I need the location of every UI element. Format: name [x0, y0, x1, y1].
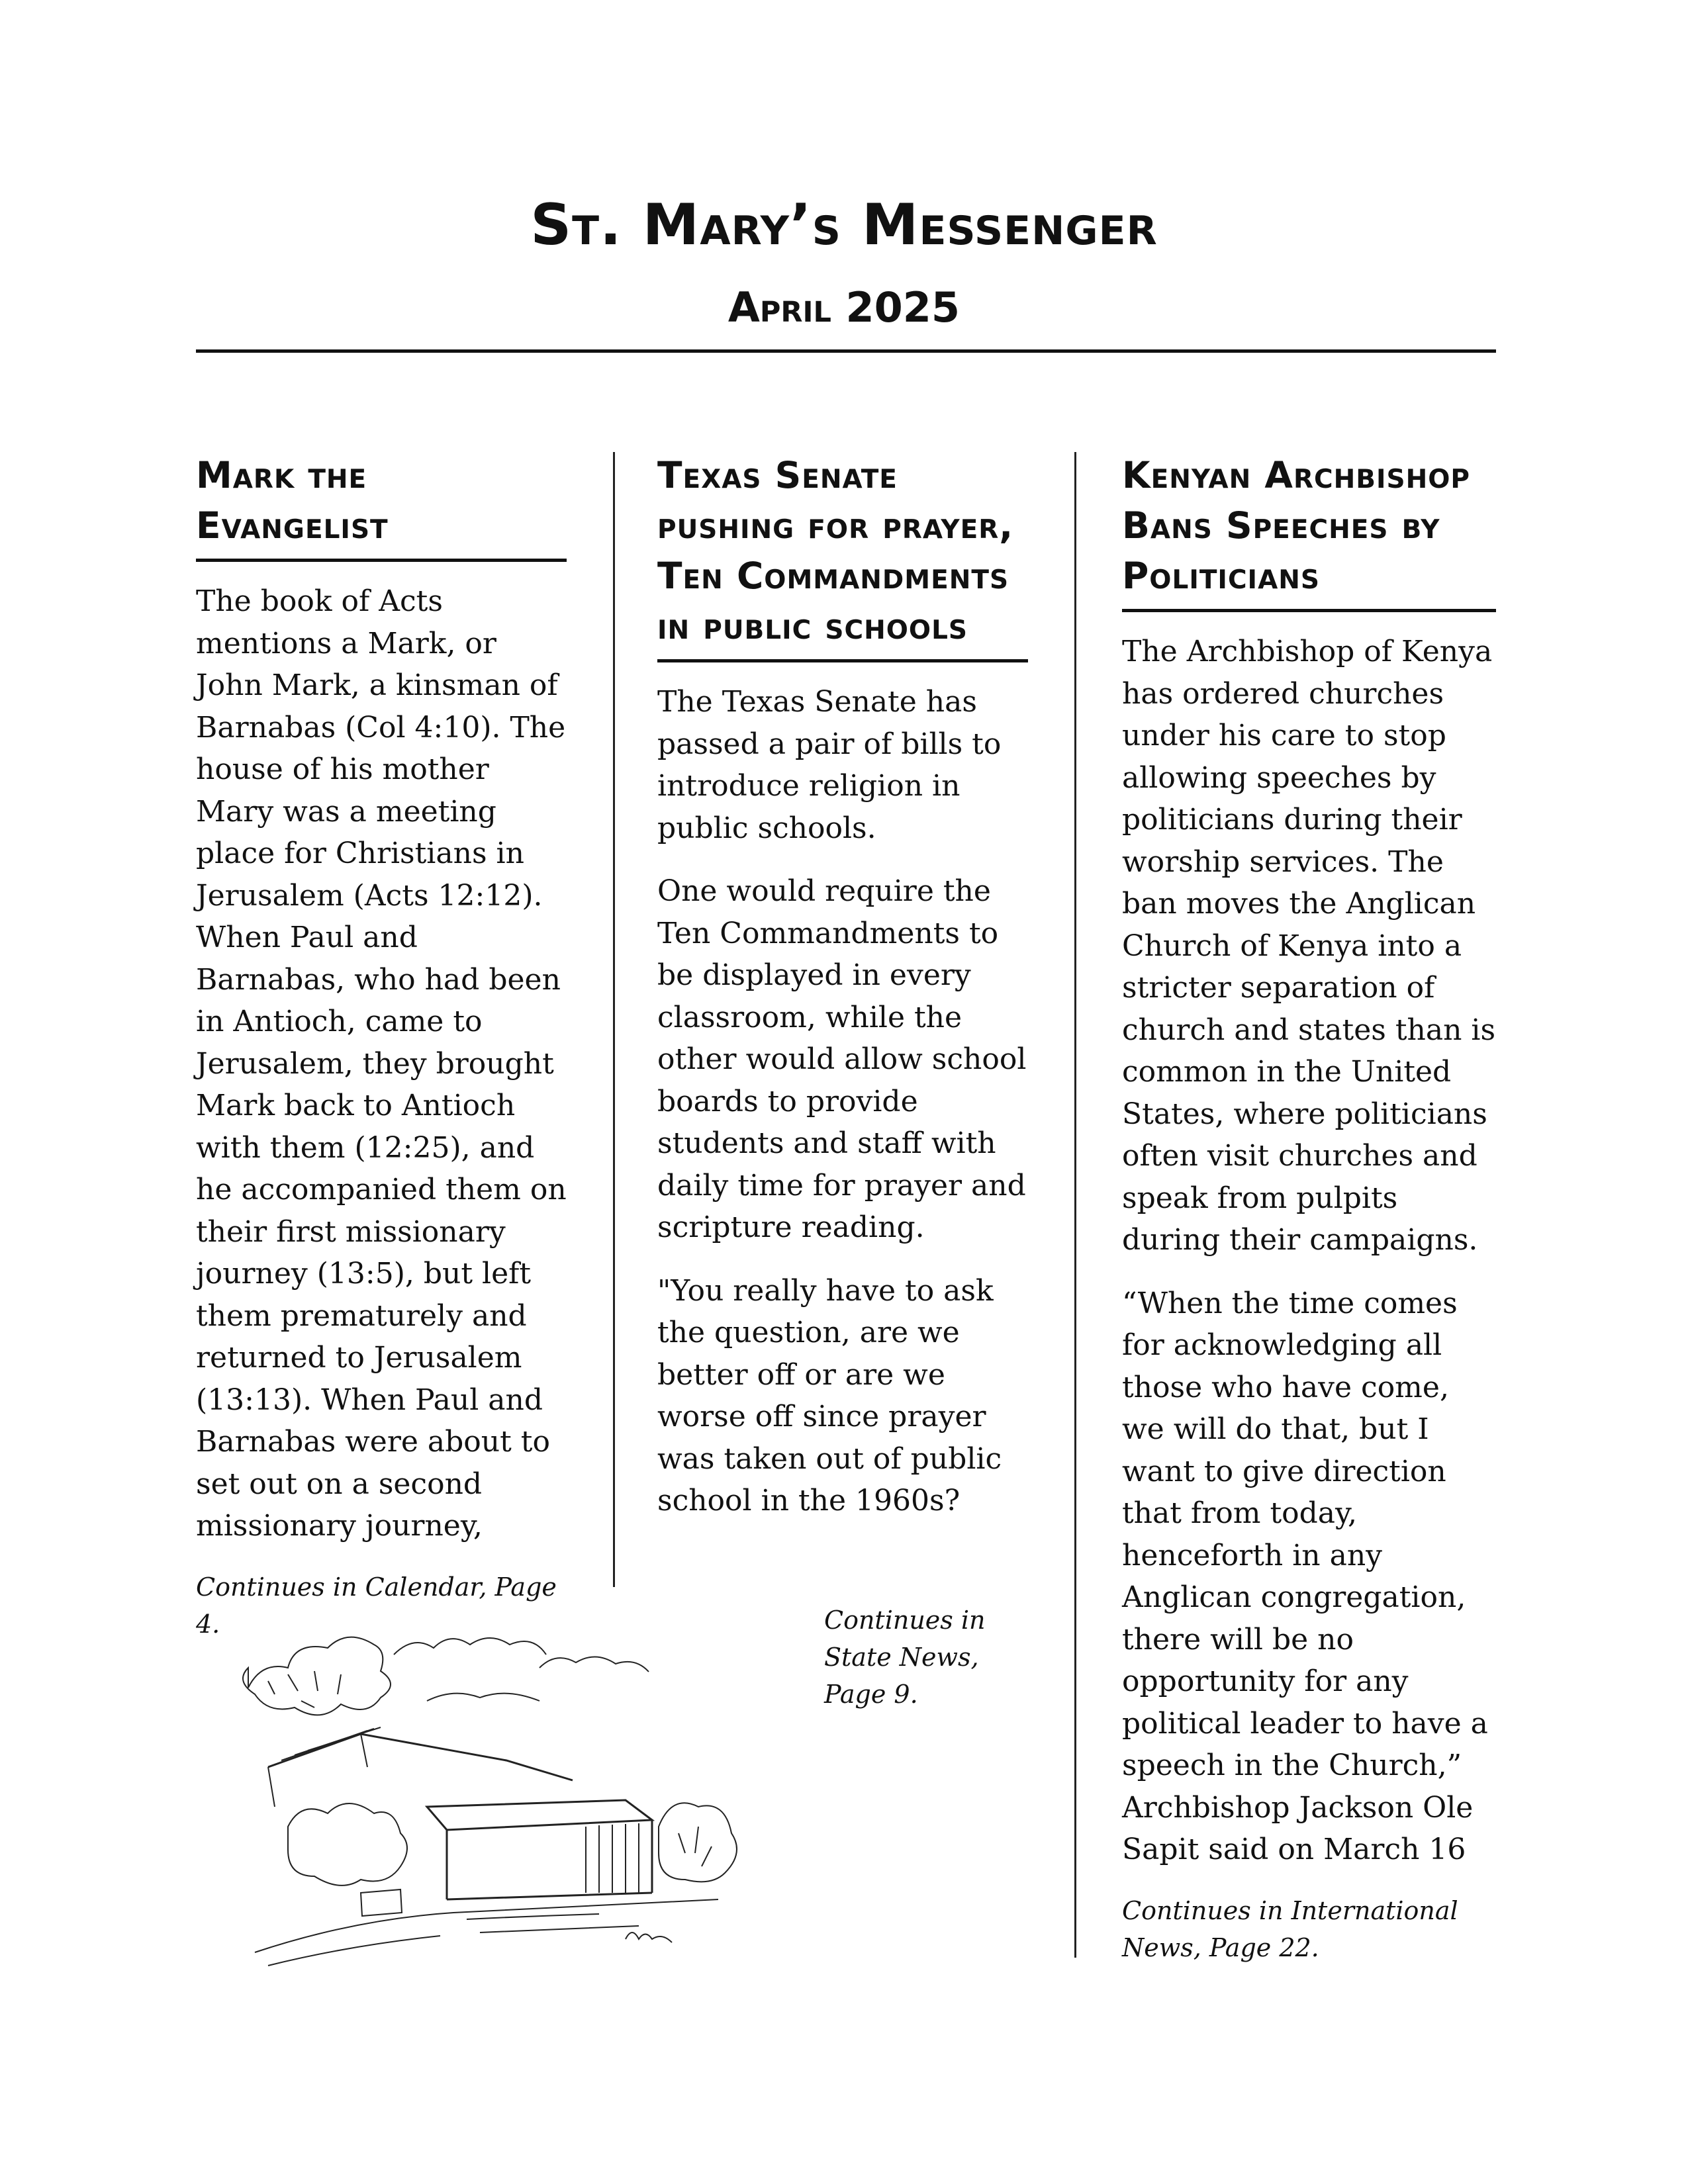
article-body [1122, 631, 1496, 1871]
article-kenyan-archbishop [1122, 450, 1496, 1966]
continuation-note: Continues in Calendar, Page 4. [196, 1572, 557, 1639]
article-headline: Kenyan Archbishop Bans Speeches by Politicians [1122, 450, 1496, 612]
article-mark-the-evangelist [196, 450, 567, 1643]
article-texas-senate [657, 450, 1028, 1543]
article-paragraph: “When the time comes for acknowledging all those who have come, we will do that, but I want to give direction that from today, henceforth in any Anglican congregation, there will be no opportunity for any political leader to have a speech in the Church,” Archbishop Jackson Ole Sapit said on March 16 [1122, 1286, 1488, 1866]
issue-date: April 2025 [727, 283, 961, 332]
masthead-divider [196, 349, 1496, 353]
continuation-note: Continues in State News, Page 9. [824, 1606, 986, 1709]
article-body [196, 580, 567, 1547]
article-headline: Texas Senate pushing for prayer, Ten Commandments in public schools [657, 450, 1028, 662]
church-sketch-illustration [228, 1608, 771, 1979]
article-paragraph: One would require the Ten Commandments to be displayed in every classroom, while the other would allow school boards to provide students and staff with daily time for prayer and scripture reading. [657, 874, 1027, 1244]
article-headline: Mark the Evangelist [196, 450, 567, 562]
column-divider [1074, 452, 1076, 1958]
newsletter-title: St. Mary’s Messenger [530, 192, 1158, 258]
continuation-note: Continues in International News, Page 22. [1122, 1895, 1458, 1962]
article-paragraph: The book of Acts mentions a Mark, or John Mark, a kinsman of Barnabas (Col 4:10). The house of his mother Mary was a meeting place for Christians in Jerusalem (Acts 12:12). When Paul and Barnabas, who had been in Antioch, came to Jerusalem, they brought Mark back to Antioch with them (12:25), and he accompanied them on their first missionary journey (13:5), but left them prematurely and returned to Jerusalem (13:13). When Paul and Barnabas were about to set out on a second missionary journey, [196, 584, 567, 1543]
column-divider [613, 452, 615, 1587]
article-paragraph: "You really have to ask the question, are we better off or are we worse off since prayer was taken out of public school in the 1960s? [657, 1273, 1002, 1518]
article-paragraph: The Texas Senate has passed a pair of bills to introduce religion in public schools. [657, 685, 1002, 845]
article-body [657, 681, 1028, 1522]
article-paragraph: The Archbishop of Kenya has ordered churches under his care to stop allowing speeches by politicians during their worship services. The ban moves the Anglican Church of Kenya into a stricter separation of church and states than is common in the United States, where politicians often visit churches and speak from pulpits during their campaigns. [1122, 635, 1496, 1257]
